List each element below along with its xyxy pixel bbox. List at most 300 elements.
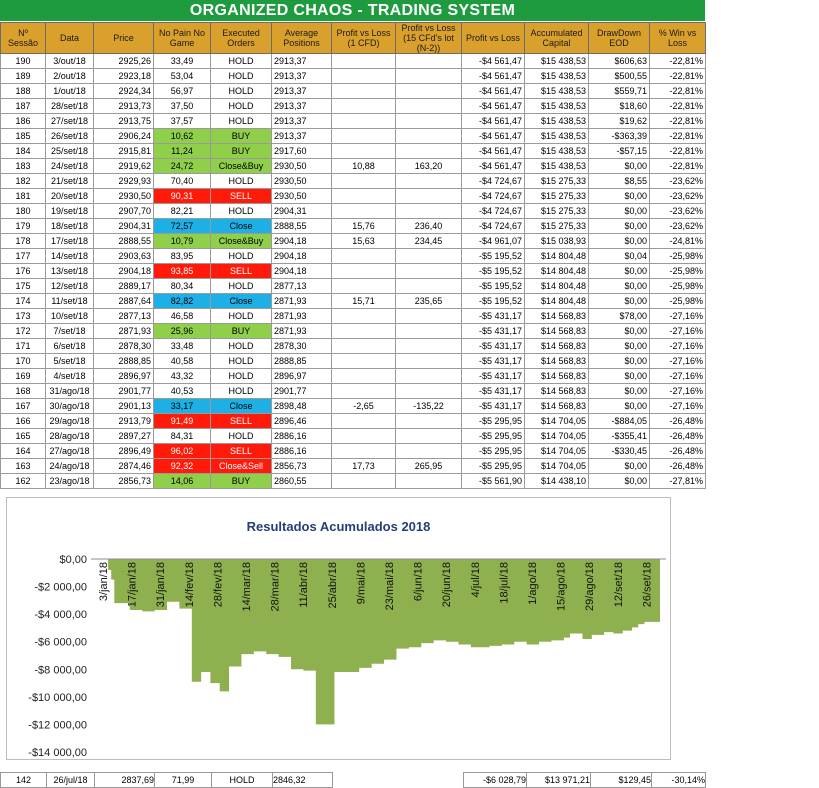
cell-pl-1cfd[interactable]: 15,76 (332, 219, 396, 234)
cell-pct[interactable]: -27,16% (650, 339, 706, 354)
cell-pl-lot[interactable] (396, 129, 462, 144)
cell-pl[interactable]: -$4 561,47 (462, 99, 525, 114)
cell-capital[interactable]: $15 438,53 (525, 159, 589, 174)
cell-avg[interactable]: 2871,93 (272, 309, 332, 324)
cell-pct[interactable]: -30,14% (651, 772, 706, 788)
cell-date[interactable]: 7/set/18 (46, 324, 94, 339)
cell-nopain[interactable]: 96,02 (154, 444, 211, 459)
cell-drawdown[interactable]: $0,00 (589, 354, 650, 369)
cell-pct[interactable]: -27,16% (650, 384, 706, 399)
cell-pl[interactable]: -$4 961,07 (462, 234, 525, 249)
cell-drawdown[interactable]: $0,04 (589, 249, 650, 264)
cell-session[interactable]: 163 (1, 459, 46, 474)
cell-order[interactable]: HOLD (211, 772, 273, 788)
cell-capital[interactable]: $14 804,48 (525, 249, 589, 264)
cell-capital[interactable]: $15 275,33 (525, 219, 589, 234)
cell-capital[interactable]: $14 568,83 (525, 339, 589, 354)
cell-capital[interactable]: $14 804,48 (525, 279, 589, 294)
cell-pl-lot[interactable]: 234,45 (396, 234, 462, 249)
cell-pl[interactable]: -$5 431,17 (462, 399, 525, 414)
cell-order[interactable]: HOLD (211, 84, 272, 99)
cell-nopain[interactable]: 84,31 (154, 429, 211, 444)
cell-pl-lot[interactable] (396, 114, 462, 129)
col-header[interactable]: Executed Orders (211, 23, 272, 54)
cell-price[interactable]: 2915,81 (94, 144, 154, 159)
cell-pl-1cfd[interactable] (332, 309, 396, 324)
cell-pl-lot[interactable] (396, 339, 462, 354)
cell-price[interactable]: 2896,97 (94, 369, 154, 384)
cell-pl-1cfd[interactable] (332, 339, 396, 354)
cell-pct[interactable]: -27,16% (650, 399, 706, 414)
cell-price[interactable]: 2856,73 (94, 474, 154, 489)
cell-nopain[interactable]: 37,57 (154, 114, 211, 129)
cell-session[interactable]: 179 (1, 219, 46, 234)
cell-pl-lot[interactable] (396, 69, 462, 84)
cell-price[interactable]: 2888,55 (94, 234, 154, 249)
cell-avg[interactable]: 2904,18 (272, 264, 332, 279)
cell-nopain[interactable]: 33,48 (154, 339, 211, 354)
cell-order[interactable]: HOLD (211, 369, 272, 384)
cell-date[interactable]: 19/set/18 (46, 204, 94, 219)
cell-capital[interactable]: $15 438,53 (525, 69, 589, 84)
cell-pl[interactable]: -$4 561,47 (462, 159, 525, 174)
cell-capital[interactable]: $14 438,10 (525, 474, 589, 489)
cell-order[interactable]: HOLD (211, 309, 272, 324)
cell-capital[interactable]: $14 568,83 (525, 354, 589, 369)
cell-nopain[interactable]: 33,17 (154, 399, 211, 414)
cell-session[interactable]: 175 (1, 279, 46, 294)
cell-pl-lot[interactable] (396, 429, 462, 444)
cell-order[interactable]: Close (211, 399, 272, 414)
cell-price[interactable]: 2930,50 (94, 189, 154, 204)
cell-pct[interactable]: -22,81% (650, 84, 706, 99)
cell-date[interactable]: 24/set/18 (46, 159, 94, 174)
cell-pl[interactable]: -$6 028,79 (463, 772, 527, 788)
cell-pl-1cfd[interactable] (332, 384, 396, 399)
cell-date[interactable]: 17/set/18 (46, 234, 94, 249)
cell-session[interactable]: 189 (1, 69, 46, 84)
cell-price[interactable]: 2903,63 (94, 249, 154, 264)
cell-nopain[interactable]: 83,95 (154, 249, 211, 264)
cell-nopain[interactable]: 90,31 (154, 189, 211, 204)
cell-date[interactable]: 4/set/18 (46, 369, 94, 384)
cell-session[interactable]: 185 (1, 129, 46, 144)
cell-avg[interactable]: 2913,37 (272, 99, 332, 114)
cell-pct[interactable]: -26,48% (650, 459, 706, 474)
cell-session[interactable]: 184 (1, 144, 46, 159)
cell-session[interactable]: 166 (1, 414, 46, 429)
cell-date[interactable]: 13/set/18 (46, 264, 94, 279)
cell-pl-lot[interactable] (396, 414, 462, 429)
cell-session[interactable]: 178 (1, 234, 46, 249)
cell-pct[interactable]: -22,81% (650, 54, 706, 69)
cell-avg[interactable]: 2896,46 (272, 414, 332, 429)
cell-pl-lot[interactable] (396, 474, 462, 489)
cell-capital[interactable]: $15 438,53 (525, 54, 589, 69)
cell-drawdown[interactable]: $500,55 (589, 69, 650, 84)
cell-capital[interactable]: $13 971,21 (526, 772, 591, 788)
cell-drawdown[interactable]: $78,00 (589, 309, 650, 324)
cell-price[interactable]: 2896,49 (94, 444, 154, 459)
cell-pl-1cfd[interactable] (332, 99, 396, 114)
cell-pl[interactable]: -$5 295,95 (462, 459, 525, 474)
col-header[interactable]: Nº Sessão (1, 23, 46, 54)
cell-pl[interactable]: -$4 561,47 (462, 114, 525, 129)
cell-pct[interactable]: -23,62% (650, 189, 706, 204)
cell-session[interactable]: 169 (1, 369, 46, 384)
cell-nopain[interactable]: 72,57 (154, 219, 211, 234)
cell-drawdown[interactable]: $0,00 (589, 474, 650, 489)
cell-session[interactable]: 164 (1, 444, 46, 459)
cell-pl-1cfd[interactable] (332, 474, 396, 489)
cell-session[interactable]: 177 (1, 249, 46, 264)
cell-drawdown[interactable]: $0,00 (589, 369, 650, 384)
cell-avg[interactable]: 2913,37 (272, 54, 332, 69)
cell-drawdown[interactable]: -$57,15 (589, 144, 650, 159)
cell-pl-lot[interactable] (396, 84, 462, 99)
cell-pl[interactable]: -$5 295,95 (462, 414, 525, 429)
cell-order[interactable]: HOLD (211, 354, 272, 369)
cell-date[interactable]: 30/ago/18 (46, 399, 94, 414)
cell-avg[interactable]: 2860,55 (272, 474, 332, 489)
cell-capital[interactable]: $14 568,83 (525, 324, 589, 339)
cell-pct[interactable]: -22,81% (650, 114, 706, 129)
cell-pl-lot[interactable] (396, 144, 462, 159)
cell-price[interactable]: 2878,30 (94, 339, 154, 354)
cell-order[interactable]: SELL (211, 264, 272, 279)
cell-pl[interactable]: -$4 724,67 (462, 174, 525, 189)
cell-pct[interactable]: -27,16% (650, 309, 706, 324)
cell-session[interactable]: 176 (1, 264, 46, 279)
cell-drawdown[interactable]: $0,00 (589, 219, 650, 234)
cell-pl[interactable]: -$5 431,17 (462, 384, 525, 399)
cell-avg[interactable]: 2871,93 (272, 324, 332, 339)
cell-pl-lot[interactable]: 163,20 (396, 159, 462, 174)
cell-pl-lot[interactable] (396, 309, 462, 324)
cell-drawdown[interactable]: $19,62 (589, 114, 650, 129)
cell-pl-lot[interactable]: 235,65 (396, 294, 462, 309)
cell-date[interactable]: 18/set/18 (46, 219, 94, 234)
cell-session[interactable]: 172 (1, 324, 46, 339)
cell-pct[interactable]: -25,98% (650, 294, 706, 309)
cell-drawdown[interactable]: $129,45 (590, 772, 652, 788)
cell-price[interactable]: 2871,93 (94, 324, 154, 339)
cell-pl-1cfd[interactable] (332, 444, 396, 459)
cell-avg[interactable]: 2888,55 (272, 219, 332, 234)
col-header[interactable]: Profit vs Loss (15 CFd's lot (N-2)) (396, 23, 462, 54)
cell-pl[interactable]: -$5 431,17 (462, 324, 525, 339)
cell-session[interactable]: 165 (1, 429, 46, 444)
cell-pct[interactable]: -27,16% (650, 354, 706, 369)
cell-pl-1cfd[interactable] (332, 414, 396, 429)
cell-avg[interactable]: 2930,50 (272, 189, 332, 204)
cell-nopain[interactable]: 25,96 (154, 324, 211, 339)
col-header[interactable]: Profit vs Loss (462, 23, 525, 54)
cell-drawdown[interactable]: $0,00 (589, 399, 650, 414)
cell-pct[interactable]: -27,81% (650, 474, 706, 489)
cell-pl-lot[interactable] (396, 189, 462, 204)
cell-pl-1cfd[interactable] (332, 369, 396, 384)
cell-nopain[interactable]: 46,58 (154, 309, 211, 324)
cell-session[interactable]: 182 (1, 174, 46, 189)
cell-pl[interactable]: -$5 561,90 (462, 474, 525, 489)
cell-avg[interactable]: 2913,37 (272, 69, 332, 84)
cell-pl-1cfd[interactable] (332, 114, 396, 129)
cell-date[interactable]: 27/set/18 (46, 114, 94, 129)
cell-nopain[interactable]: 56,97 (154, 84, 211, 99)
cell-drawdown[interactable]: -$355,41 (589, 429, 650, 444)
cell-avg[interactable]: 2913,37 (272, 114, 332, 129)
cell-order[interactable]: BUY (211, 324, 272, 339)
cell-drawdown[interactable]: $0,00 (589, 384, 650, 399)
cell-capital[interactable]: $14 568,83 (525, 369, 589, 384)
cell-pl[interactable]: -$5 431,17 (462, 309, 525, 324)
cell-session[interactable]: 170 (1, 354, 46, 369)
cell-capital[interactable]: $15 275,33 (525, 189, 589, 204)
cell-order[interactable]: HOLD (211, 99, 272, 114)
cell-drawdown[interactable]: -$363,39 (589, 129, 650, 144)
cell-nopain[interactable]: 14,06 (154, 474, 211, 489)
cell-pl-1cfd[interactable]: 17,73 (332, 459, 396, 474)
cell-session[interactable]: 188 (1, 84, 46, 99)
cell-date[interactable]: 23/ago/18 (46, 474, 94, 489)
cell-pl[interactable]: -$4 561,47 (462, 84, 525, 99)
cell-price[interactable]: 2887,64 (94, 294, 154, 309)
cell-pct[interactable]: -26,48% (650, 414, 706, 429)
cell-pl[interactable]: -$5 195,52 (462, 264, 525, 279)
cell-price[interactable]: 2904,18 (94, 264, 154, 279)
cell-nopain[interactable]: 70,40 (154, 174, 211, 189)
cell-pl-1cfd[interactable] (332, 189, 396, 204)
cell-pl-1cfd[interactable] (332, 264, 396, 279)
cell-pl[interactable]: -$5 295,95 (462, 444, 525, 459)
cell-pl[interactable]: -$5 431,17 (462, 339, 525, 354)
col-header[interactable]: DrawDown EOD (589, 23, 650, 54)
cell-pct[interactable]: -22,81% (650, 99, 706, 114)
cell-order[interactable]: HOLD (211, 249, 272, 264)
cell-pl[interactable]: -$5 195,52 (462, 249, 525, 264)
cell-order[interactable]: HOLD (211, 384, 272, 399)
col-header[interactable]: Price (94, 23, 154, 54)
cell-pct[interactable]: -25,98% (650, 264, 706, 279)
cell-drawdown[interactable]: $0,00 (589, 339, 650, 354)
cell-pl-lot[interactable] (396, 384, 462, 399)
cell-drawdown[interactable]: $0,00 (589, 459, 650, 474)
cell-session[interactable]: 186 (1, 114, 46, 129)
cell-price[interactable]: 2919,62 (94, 159, 154, 174)
cell-nopain[interactable]: 53,04 (154, 69, 211, 84)
cell-pl[interactable]: -$4 561,47 (462, 69, 525, 84)
cell-capital[interactable]: $15 438,53 (525, 99, 589, 114)
cell-order[interactable]: BUY (211, 144, 272, 159)
cell-order[interactable]: HOLD (211, 54, 272, 69)
cell-pl-1cfd[interactable] (332, 84, 396, 99)
cell-pl-1cfd[interactable] (332, 144, 396, 159)
cell-session[interactable]: 171 (1, 339, 46, 354)
cell-price[interactable]: 2913,79 (94, 414, 154, 429)
cell-avg[interactable]: 2901,77 (272, 384, 332, 399)
cell-avg[interactable]: 2930,50 (272, 174, 332, 189)
cell-pl-lot[interactable]: 236,40 (396, 219, 462, 234)
cell-nopain[interactable]: 82,21 (154, 204, 211, 219)
cell-pl-1cfd[interactable]: 10,88 (332, 159, 396, 174)
cell-pl-lot[interactable] (396, 264, 462, 279)
cell-price[interactable]: 2923,18 (94, 69, 154, 84)
cell-avg[interactable]: 2904,18 (272, 249, 332, 264)
cell-nopain[interactable]: 93,85 (154, 264, 211, 279)
cell-capital[interactable]: $14 568,83 (525, 309, 589, 324)
cell-pl-lot[interactable] (396, 444, 462, 459)
cell-session[interactable]: 162 (1, 474, 46, 489)
cell-capital[interactable]: $15 438,53 (525, 114, 589, 129)
cell-capital[interactable]: $14 704,05 (525, 444, 589, 459)
cell-pl-lot[interactable] (396, 99, 462, 114)
cell-session[interactable]: 142 (0, 772, 47, 788)
cell-avg[interactable]: 2886,16 (272, 444, 332, 459)
cell-capital[interactable]: $14 804,48 (525, 264, 589, 279)
cell-order[interactable]: Close&Sell (211, 459, 272, 474)
cell-capital[interactable]: $14 804,48 (525, 294, 589, 309)
cell-date[interactable]: 20/set/18 (46, 189, 94, 204)
cell-pl-1cfd[interactable]: 15,71 (332, 294, 396, 309)
cell-pct[interactable]: -26,48% (650, 429, 706, 444)
cell-pl-lot[interactable]: 265,95 (396, 459, 462, 474)
cell-pl-lot[interactable] (396, 279, 462, 294)
cell-date[interactable]: 5/set/18 (46, 354, 94, 369)
cell-order[interactable]: HOLD (211, 429, 272, 444)
cell-pl-1cfd[interactable] (332, 204, 396, 219)
cell-pl-lot[interactable] (396, 54, 462, 69)
cell-avg[interactable]: 2917,60 (272, 144, 332, 159)
cell-pl[interactable]: -$4 561,47 (462, 54, 525, 69)
cell-pl-1cfd[interactable]: -2,65 (332, 399, 396, 414)
cell-nopain[interactable]: 11,24 (154, 144, 211, 159)
cell-order[interactable]: BUY (211, 474, 272, 489)
cell-avg[interactable]: 2856,73 (272, 459, 332, 474)
cell-pl-lot[interactable] (396, 249, 462, 264)
cell-price[interactable]: 2906,24 (94, 129, 154, 144)
cell-capital[interactable]: $14 704,05 (525, 459, 589, 474)
cell-avg[interactable]: 2913,37 (272, 84, 332, 99)
cell-date[interactable]: 14/set/18 (46, 249, 94, 264)
cell-date[interactable]: 11/set/18 (46, 294, 94, 309)
cell-session[interactable]: 187 (1, 99, 46, 114)
cell-avg[interactable]: 2930,50 (272, 159, 332, 174)
cell-date[interactable]: 2/out/18 (46, 69, 94, 84)
cell-nopain[interactable]: 40,53 (154, 384, 211, 399)
cell-order[interactable]: BUY (211, 129, 272, 144)
cell-price[interactable]: 2901,13 (94, 399, 154, 414)
cell-pl-lot[interactable]: -135,22 (396, 399, 462, 414)
cell-date[interactable]: 28/ago/18 (46, 429, 94, 444)
cell-session[interactable]: 181 (1, 189, 46, 204)
cell-order[interactable]: Close&Buy (211, 159, 272, 174)
cell-drawdown[interactable]: $0,00 (589, 234, 650, 249)
cell-date[interactable]: 12/set/18 (46, 279, 94, 294)
cell-nopain[interactable]: 10,79 (154, 234, 211, 249)
cell-pct[interactable]: -22,81% (650, 129, 706, 144)
cell-pct[interactable]: -27,16% (650, 324, 706, 339)
cell-price[interactable]: 2913,75 (94, 114, 154, 129)
cell-capital[interactable]: $14 704,05 (525, 414, 589, 429)
cell-order[interactable]: HOLD (211, 339, 272, 354)
cell-drawdown[interactable]: $0,00 (589, 279, 650, 294)
cell-drawdown[interactable]: $0,00 (589, 264, 650, 279)
cell-avg[interactable]: 2904,18 (272, 234, 332, 249)
cell-pl-1cfd[interactable] (332, 354, 396, 369)
cell-pl-lot[interactable] (396, 174, 462, 189)
cell-pl-lot[interactable] (396, 204, 462, 219)
cell-nopain[interactable]: 91,49 (154, 414, 211, 429)
cell-drawdown[interactable]: $0,00 (589, 324, 650, 339)
cell-pl-1cfd[interactable] (332, 174, 396, 189)
cell-price[interactable]: 2901,77 (94, 384, 154, 399)
cell-avg[interactable]: 2898,48 (272, 399, 332, 414)
cell-drawdown[interactable]: $0,00 (589, 189, 650, 204)
cell-order[interactable]: HOLD (211, 279, 272, 294)
cell-pl[interactable]: -$5 195,52 (462, 279, 525, 294)
cell-pl-1cfd[interactable] (332, 54, 396, 69)
col-header[interactable]: Data (46, 23, 94, 54)
cell-pl-1cfd[interactable] (332, 429, 396, 444)
cell-pct[interactable]: -22,81% (650, 69, 706, 84)
cell-pl-1cfd[interactable]: 15,63 (332, 234, 396, 249)
cell-price[interactable]: 2877,13 (94, 309, 154, 324)
cell-nopain[interactable]: 80,34 (154, 279, 211, 294)
cell-pl[interactable]: -$5 295,95 (462, 429, 525, 444)
cell-pl-1cfd[interactable] (332, 69, 396, 84)
chart-panel[interactable] (6, 497, 671, 760)
cell-price[interactable]: 2925,26 (94, 54, 154, 69)
cell-session[interactable]: 190 (1, 54, 46, 69)
cell-pct[interactable]: -26,48% (650, 444, 706, 459)
cell-price[interactable]: 2889,17 (94, 279, 154, 294)
cell-drawdown[interactable]: -$884,05 (589, 414, 650, 429)
cell-avg[interactable]: 2888,85 (272, 354, 332, 369)
cell-date[interactable]: 26/set/18 (46, 129, 94, 144)
cell-pct[interactable]: -22,81% (650, 159, 706, 174)
cell-pct[interactable]: -22,81% (650, 144, 706, 159)
col-header[interactable]: No Pain No Game (154, 23, 211, 54)
cell-date[interactable]: 31/ago/18 (46, 384, 94, 399)
cell-nopain[interactable]: 33,49 (154, 54, 211, 69)
cell-nopain[interactable]: 24,72 (154, 159, 211, 174)
cell-nopain[interactable]: 40,58 (154, 354, 211, 369)
cell-drawdown[interactable]: $18,60 (589, 99, 650, 114)
cell-capital[interactable]: $14 568,83 (525, 384, 589, 399)
cell-drawdown[interactable]: -$330,45 (589, 444, 650, 459)
cell-session[interactable]: 168 (1, 384, 46, 399)
cell-pct[interactable]: -23,62% (650, 204, 706, 219)
cell-pl[interactable]: -$4 724,67 (462, 219, 525, 234)
cell-date[interactable]: 1/out/18 (46, 84, 94, 99)
cell-date[interactable]: 29/ago/18 (46, 414, 94, 429)
cell-pl[interactable]: -$4 561,47 (462, 129, 525, 144)
cell-date[interactable]: 27/ago/18 (46, 444, 94, 459)
cell-pl[interactable]: -$4 724,67 (462, 189, 525, 204)
cell-avg[interactable]: 2846,32 (272, 772, 333, 788)
cell-avg[interactable]: 2871,93 (272, 294, 332, 309)
cell-nopain[interactable]: 10,62 (154, 129, 211, 144)
col-header[interactable]: Average Positions (272, 23, 332, 54)
cell-order[interactable]: HOLD (211, 174, 272, 189)
cell-avg[interactable]: 2878,30 (272, 339, 332, 354)
cell-pl[interactable]: -$5 195,52 (462, 294, 525, 309)
cell-drawdown[interactable]: $8,55 (589, 174, 650, 189)
cell-nopain[interactable]: 71,99 (154, 772, 212, 788)
cell-price[interactable]: 2837,69 (94, 772, 155, 788)
cell-pct[interactable]: -25,98% (650, 279, 706, 294)
